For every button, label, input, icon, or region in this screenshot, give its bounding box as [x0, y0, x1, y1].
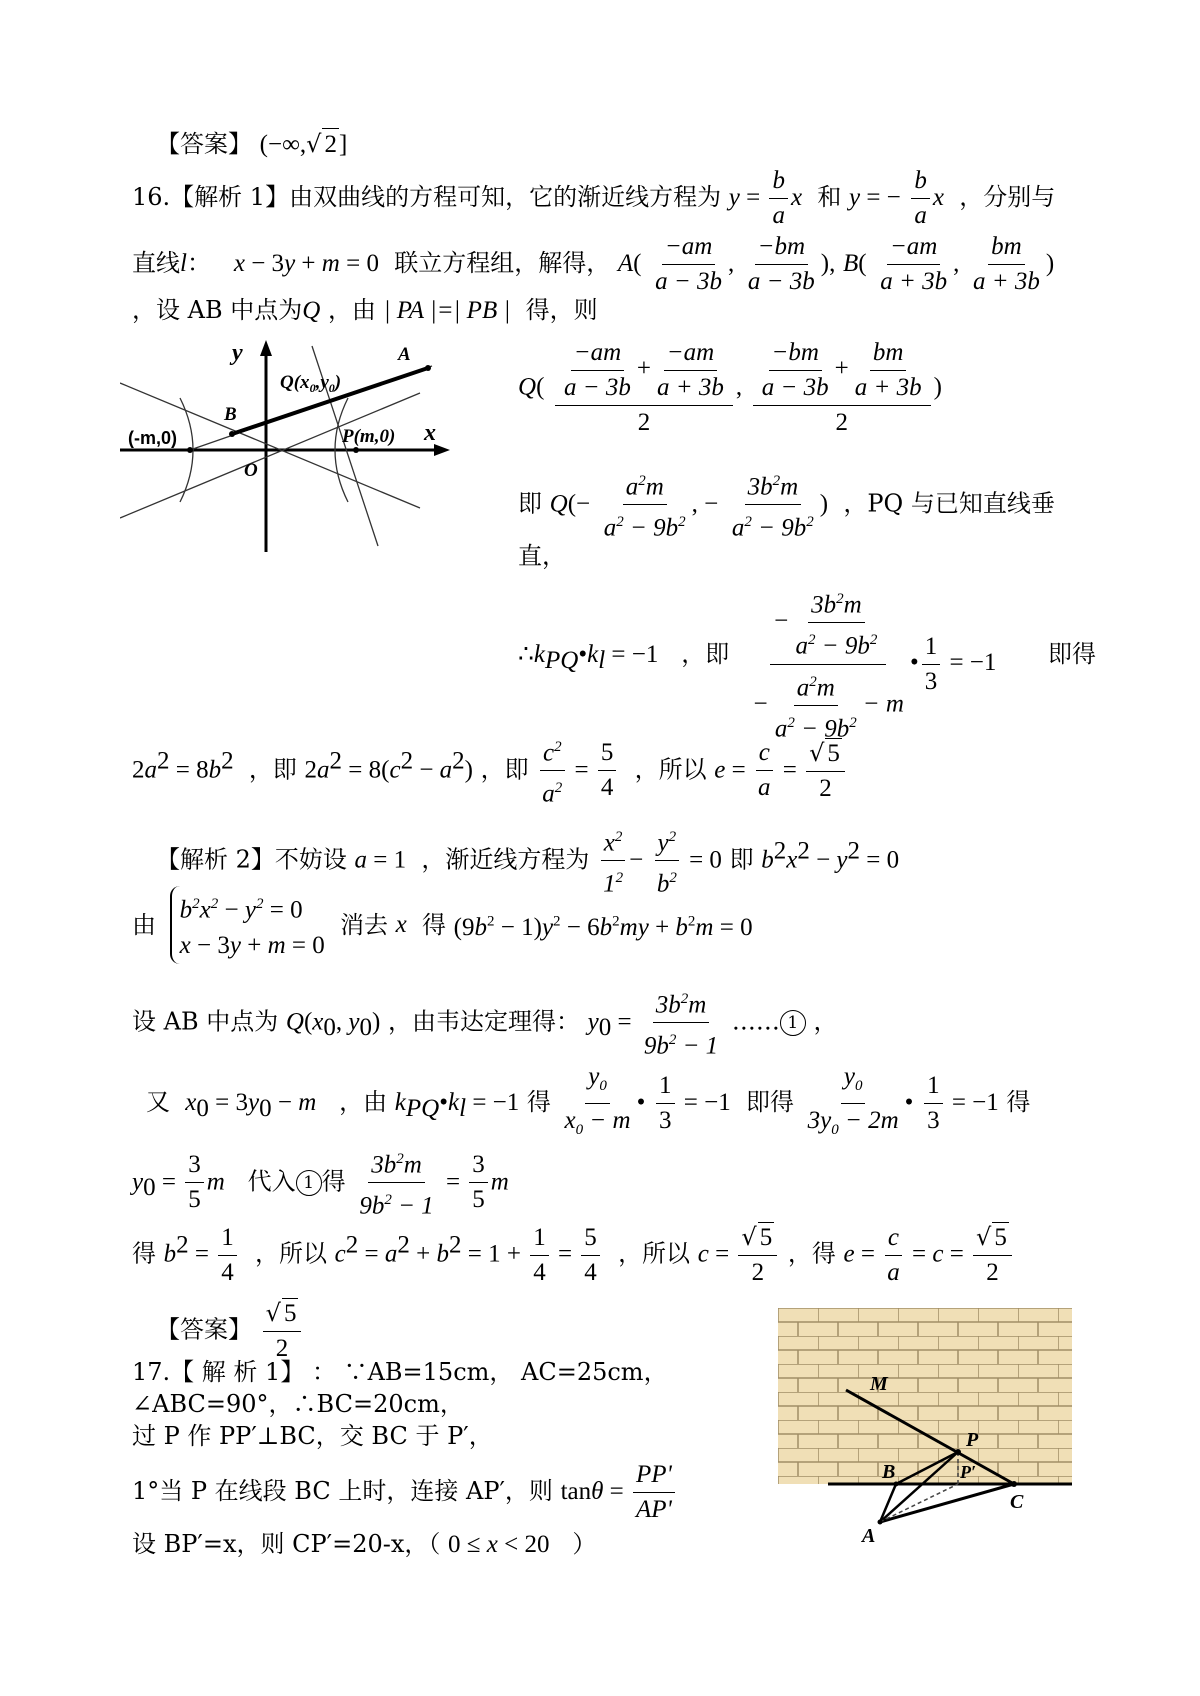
s17-line-2: ∠ABC=90°，∴BC=20cm， [132, 1390, 464, 1418]
s16-line-2: 直线l： x − 3y + m = 0 联立方程组，解得， A( $\frac{-am}{a - 3b}$ , $\frac{-bm}{a - 3b}$ ), B( $\frac{-am}{a + 3b}$ , $\frac{bm}{a + 3b}$ ) [132, 233, 1055, 295]
answer-15-value: (−∞,√ 2] [260, 131, 348, 158]
answer-16: 【答案】 $\frac{√ 5}{2}$ [156, 1298, 304, 1364]
fig2-a-label: A [862, 1525, 876, 1546]
fig1-b-label: B [224, 404, 237, 425]
fig1-x-label: x [424, 420, 436, 446]
fig2-b-label: B [882, 1461, 896, 1483]
s16-result: 得 $b^2$ = $\frac{1}{4}$ ，所以 $c^2 = a^2 + b^2 = 1$ + $\frac{1}{4}$ = $\frac{5}{4}$ ，所以 c = $\frac{√ 5}{2}$ ，得 e = $\frac{c}{a}$ = c = $\frac{√ 5}{2}$ [132, 1222, 1015, 1288]
fig1-o-label: O [244, 460, 258, 481]
s16-vieta: 设 AB 中点为 $Q(x_0$, $y_0$) ，由韦达定理得： $y_0$ = $\frac{3b^2m}{9b^2 - 1}$ …… 1 ， [132, 984, 837, 1062]
s16-line-6: 直， [518, 542, 566, 570]
fig2-m-label: M [870, 1373, 888, 1395]
hyperbola-figure [120, 338, 452, 554]
s16-line-3: ，设 AB 中点为Q ，由 | PA |=| PB | 得，则 [132, 296, 598, 324]
s16-again: 又 $x_0 = 3y_0 - m$ ，由 $k_{PQ}•k_l = -1$ 得 $\frac{y_0}{x_0 - m}$ • $\frac{1}{3}$ = −1 即得 $\frac{y_0}{3y_0 - 2m}$ • $\frac{1}{3}$ = −1 得 [146, 1063, 1031, 1138]
s17-line-1: 17.【 解 析 1】 ： ∵AB=15cm， AC=25cm， [132, 1358, 668, 1386]
fig1-q-label: $Q(x_0,y_0)$ [280, 372, 342, 395]
s16-substitution: $y_0$ = $\frac{3}{5}$ m 代入 1 得 $\frac{3b^2m}{9b^2 - 1}$ = $\frac{3}{5}$ m [132, 1144, 509, 1222]
fig1-negm-label: (-m,0) [128, 428, 177, 448]
s16-line-8: $2a^2 = 8b^2$ ，即 $2a^2 = 8(c^2 - a^2)$ ，即 $\frac{c^2}{a^2}$ = $\frac{5}{4}$ ，所以 e = $\frac{c}{a}$ = $\frac{√ 5}{2}$ [132, 732, 848, 810]
answer-15: 【答案】 (−∞,√ 2] [156, 128, 347, 161]
fig2-pprime-label: P′ [960, 1462, 977, 1482]
fig1-p-label: P(m,0) [342, 426, 396, 447]
s16-q-midpoint: Q( $\frac{-am}{a - 3b}$ + $\frac{-am}{a + 3b}$ 2 , $\frac{-bm}{a - 3b}$ + $\frac{bm}{a + 3b}$ 2 ) [518, 339, 942, 436]
fig1-y-label: y [232, 340, 243, 366]
fig2-p-label: P [966, 1429, 979, 1451]
s16-line-5: 即 Q(− $\frac{a^2m}{a^2 - 9b^2}$ , − $\frac{3b^2m}{a^2 - 9b^2}$ ) ，PQ 与已知直线垂 [518, 466, 1055, 544]
s16-system: 由 $b^2x^2 - y^2 = 0$ x − 3y + m = 0 消去 x 得 $(9b^2 - 1)y^2 - 6b^2my + b^2m = 0$ [132, 886, 753, 964]
brick-wall-figure [778, 1308, 1072, 1546]
s16-line-1: 16.【解析 1】由双曲线的方程可知，它的渐近线方程为 y = $\frac{b}{a}$ x 和 y = − $\frac{b}{a}$ x ，分别与 [132, 167, 1056, 229]
fig2-c-label: C [1010, 1491, 1024, 1513]
s16-method-2: 【解析 2】不妨设 a = 1 ，渐近线方程为 $\frac{x^2}{1^2}$ − $\frac{y^2}{b^2}$ = 0 即 $b^2x^2 - y^2 = 0$ [156, 822, 899, 900]
s17-line-4: 1°当 P 在线段 BC 上时，连接 AP′，则 tanθ = $\frac{PP'}{AP'}$ [132, 1460, 678, 1525]
s17-line-5: 设 BP′=x，则 CP′=20-x，（ 0 ≤ x < 20 ） [132, 1530, 597, 1558]
s17-line-3: 过 P 作 PP′⊥BC，交 BC 于 P′， [132, 1422, 493, 1450]
fig1-a-label: A [398, 344, 411, 365]
